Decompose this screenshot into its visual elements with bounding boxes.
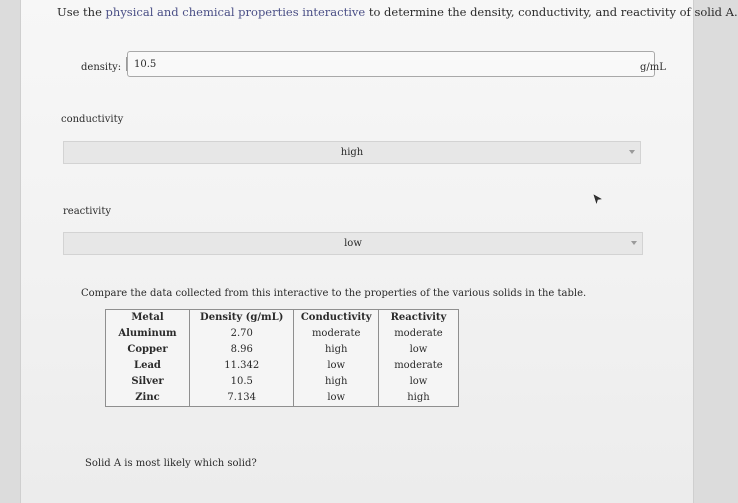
column-header: Metal — [106, 310, 190, 327]
question-text: Solid A is most likely which solid? — [85, 458, 257, 469]
conductivity-cell: low — [294, 358, 378, 374]
column-header: Density (g/mL) — [189, 310, 293, 327]
question-page — [20, 0, 738, 503]
table-header-row — [106, 310, 459, 327]
conductivity-cell: high — [294, 342, 378, 358]
reactivity-cell: moderate — [378, 358, 458, 374]
table-row — [106, 326, 459, 342]
density-cell: 10.5 — [189, 374, 293, 390]
conductivity-select[interactable] — [63, 141, 641, 164]
conductivity-label: conductivity — [61, 114, 124, 125]
conductivity-cell: high — [294, 374, 378, 390]
reactivity-selected-value: low — [344, 238, 362, 249]
column-header: Conductivity — [294, 310, 378, 327]
density-unit: g/mL — [640, 62, 666, 73]
reactivity-cell: moderate — [378, 326, 458, 342]
reactivity-cell: low — [378, 374, 458, 390]
metal-cell: Aluminum — [106, 326, 190, 342]
instruction-text — [57, 5, 738, 19]
chevron-down-icon — [631, 241, 637, 245]
density-cell: 8.96 — [189, 342, 293, 358]
reactivity-label: reactivity — [63, 206, 111, 217]
reactivity-cell: low — [378, 342, 458, 358]
reactivity-select[interactable] — [63, 232, 643, 255]
instruction-suffix: to determine the density, conductivity, and reactivity of solid A. — [365, 5, 738, 19]
metal-cell: Lead — [106, 358, 190, 374]
metal-cell: Copper — [106, 342, 190, 358]
chevron-down-icon — [629, 150, 635, 154]
density-cell: 7.134 — [189, 390, 293, 407]
conductivity-cell: low — [294, 390, 378, 407]
table-row — [106, 342, 459, 358]
density-cell: 2.70 — [189, 326, 293, 342]
conductivity-selected-value: high — [340, 147, 364, 158]
table-row — [106, 390, 459, 407]
table-row — [106, 374, 459, 390]
mouse-cursor-icon — [593, 194, 602, 204]
instruction-prefix: Use the — [57, 5, 106, 19]
metal-cell: Silver — [106, 374, 190, 390]
compare-instruction: Compare the data collected from this interactive to the properties of the various solids in the table. — [81, 288, 587, 299]
reactivity-cell: high — [378, 390, 458, 407]
column-header: Reactivity — [378, 310, 458, 327]
density-cell: 11.342 — [189, 358, 293, 374]
density-label: density: — [81, 62, 122, 73]
interactive-link[interactable]: physical and chemical properties interactive — [105, 5, 366, 19]
table-row — [106, 358, 459, 374]
density-input[interactable]: 10.5 — [127, 51, 655, 77]
conductivity-cell: moderate — [294, 326, 378, 342]
metal-cell: Zinc — [106, 390, 190, 407]
metals-table — [105, 309, 459, 407]
